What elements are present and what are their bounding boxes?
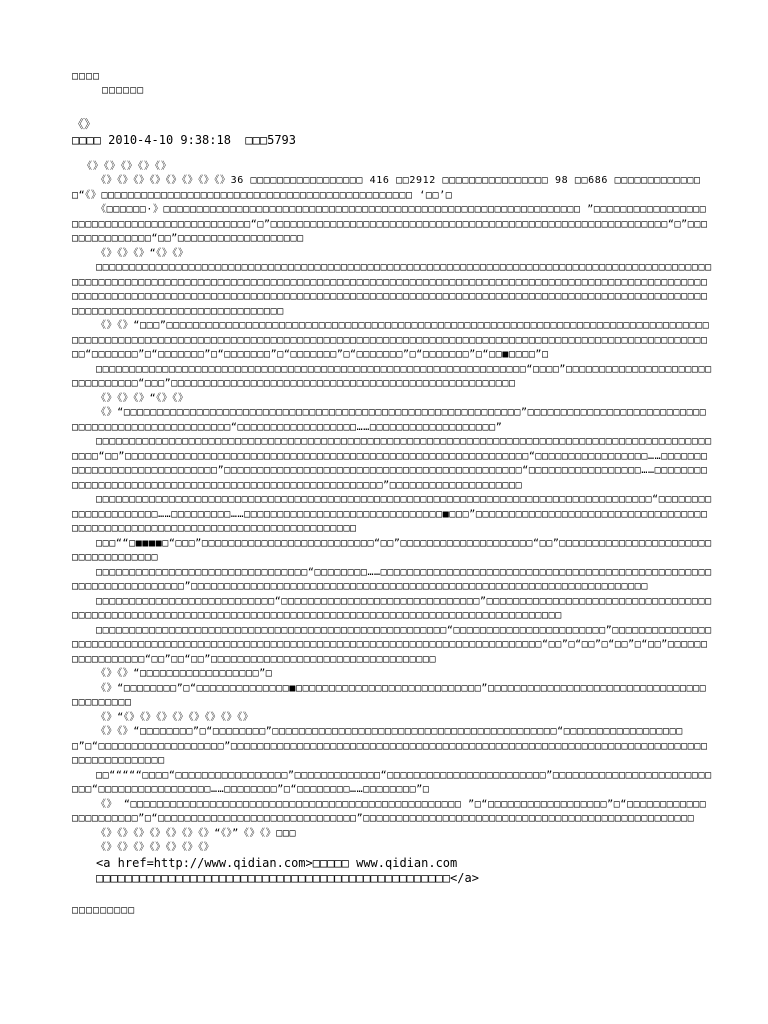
article-title: 《》 (72, 117, 97, 131)
paragraph: 《》《》“□□□”□□□□□□□□□□□□□□□□□□□□□□□□□□□□□□□□□□□□□□□□□□□□□□□□□□□□□□□□□□□□□□□□□□□□□□□□□□□□□□□□□□□□□□□□□□□□□□□□□□□□□□□□□□□□□□□□□□□□□□□□□□□□□□□□□□□□□□□□□□□□□□□□□□□□□□□□□□□□□□□□□□□□□□□□□□□□□□□□□□□□“□□□□□□□”□“□□□□□□□”□“□□□□□□□”□“□□□□□□□”□“□□□□□□□”□“□□□□□□□”□“□□■□□□□”□ (72, 320, 710, 360)
paragraph: □□□□□□□□□□□□□□□□□□□□□□□□□□□□□□□□□□□□□□□□□□□□□□□□□□□□□□□□□□□□□□□□□□□□□□□□□□□□□□□□□□□□“□□□□□□□□□□□□□□□□□□□□□……□□□□□□□□□……□□□□□□□□□□□□□□□□□□□□□□□□□□□□□□■□□□”□□□□□□□□□□□□□□□□□□□□□□□□□□□□□□□□□□□□□□□□□□□□□□□□□□□□□□□□□□□□□□□□□□□□□□□□□□□□□□ (72, 494, 712, 534)
list-item: 《》《》《》《》《》《》《》 (96, 842, 215, 853)
meta-prefix: □□□□ (72, 133, 101, 147)
list-item: 《》 “□□□□□□□□□□□□□□□□□□□□□□□□□□□□□□□□□□□□□□□□□□□□□□□□□□ ”□“□□□□□□□□□□□□□□□□□□”□“□□□□□□□□□□□□□□□□□□□□□□”□“□□□□□□□□□□□□□□□□□□□□□□□□□□□□□□”□□□□□□□□□□□□□□□□□□□□□□□□□□□□□□□□□□□□□□□□□□□□□□□□□□ (72, 798, 707, 824)
publish-date: 2010-4-10 9:38:18 (108, 133, 231, 147)
paragraph: □□□□□□□□□□□□□□□□□□□□□□□□□□□□□□□□□□□□□□□□□□□□□□□□□□□□□“□□□□□□□□□□□□□□□□□□□□□□□”□□□□□□□□□□□□□□□□□□□□□□□□□□□□□□□□□□□□□□□□□□□□□□□□□□□□□□□□□□□□□□□□□□□□□□□□□□□□□□□□□□□□□□“□□”□“□□”□“□□”□“□□”□□□□□□□□□□□□□□□□□“□□”□□“□□”□□□□□□□□□□□□□□□□□□□□□□□□□□□□□□□□□□ (72, 624, 712, 665)
paragraph: □□□□□□□□□□□□□□□□□□□□□□□□□□□□□□□□□□□□□□□□□□□□□□□□□□□□□□□□□□□□□□□□□□□□□□□□□□□□□□□□□□□□□□□□□□□□□□□□□□□□□□□□□□□□□□□□□□□□□□□□□□□□□□□□□□□□□□□□□□□□□□□□□□□□□□□□□□□□□□□□□□□□□□□□□□□□□□□□□□□□□□□□□□□□□□□□□□□□□□□□□□□□□□□□□□□□□□□□□□□□□□□□□□□□□□□□□□□□□□□□□□□□□□□□□□□□□□□□□□□□□□□□□□□□□□□□□□□□□□□□□□□□□□□□□□□□□□□□□□□□□□□□□□□□□□□□□□□□□ (72, 262, 712, 317)
list-item: 《》“□□□□□□□□”□“□□□□□□□□□□□□□□■□□□□□□□□□□□□□□□□□□□□□□□□□□□□”□□□□□□□□□□□□□□□□□□□□□□□□□□□□□□□□□□□□□□□□□□ (72, 682, 707, 708)
paragraph: 《□□□□□□·》□□□□□□□□□□□□□□□□□□□□□□□□□□□□□□□□□□□□□□□□□□□□□□□□□□□□□□□□□□□□□□□ ”□□□□□□□□□□□□□□□□□□□□□□□□□□□□□□□□□□□□□□□□□□□□“□”□□□□□□□□□□□□□□□□□□□□□□□□□□□□□□□□□□□□□□□□□□□□□□□□□□□□□□□□□□□□“□”□□□□□□□□□□□□□□□“□□”□□□□□□□□□□□□□□□□□□□ (72, 204, 708, 244)
paragraph: 《》“□□□□□□□□□□□□□□□□□□□□□□□□□□□□□□□□□□□□□□□□□□□□□□□□□□□□□□□□□□□□”□□□□□□□□□□□□□□□□□□□□□□□□□□□□□□□□□□□□□□□□□□□□□□□□□□□“□□□□□□□□□□□□□□□□□□……□□□□□□□□□□□□□□□□□□□” (72, 407, 707, 433)
source-link-line (72, 856, 712, 886)
list-item: □□“““““□□□□“□□□□□□□□□□□□□□□□□”□□□□□□□□□□□□□“□□□□□□□□□□□□□□□□□□□□□□□□”□□□□□□□□□□□□□□□□□□□□□□□□□□□“□□□□□□□□□□□□□□□□□……□□□□□□□□”□“□□□□□□□□……□□□□□□□□”□ (72, 769, 712, 795)
view-count: 5793 (267, 133, 297, 147)
list-item: 《》《》《》《》《》《》《》“《》”《》《》□□□ (96, 827, 297, 839)
article-body (72, 174, 712, 886)
list-item: 《》《》“□□□□□□□□”□“□□□□□□□□”□□□□□□□□□□□□□□□□□□□□□□□□□□□□□□□□□□□□□□□□□□□“□□□□□□□□□□□□□□□□□□□”□“□□□□□□□□□□□□□□□□□□□”□□□□□□□□□□□□□□□□□□□□□□□□□□□□□□□□□□□□□□□□□□□□□□□□□□□□□□□□□□□□□□□□□□□□□□□□□□□□□□□□□□□□□□ (72, 726, 708, 766)
paragraph: □□□□□□□□□□□□□□□□□□□□□□□□□□□□□□□□□□□□□□□□□□□□□□□□□□□□□□□□□□□□□□□□□□□□□□□□□□□□□□□□□□□□□□□□□□□□□□□□□“□□”□□□□□□□□□□□□□□□□□□□□□□□□□□□□□□□□□□□□□□□□□□□□□□□□□□□□□□□□□□□□□“□□□□□□□□□□□□□□□□□……□□□□□□□□□□□□□□□□□□□□□□□□□□□□□”□□□□□□□□□□□□□□□□□□□□□□□□□□□□□□□□□□□□□□□□□□□□□“□□□□□□□□□□□□□□□□□……□□□□□□□□□□□□□□□□□□□□□□□□□□□□□□□□□□□□□□□□□□□□□□□□□□□□□□□”□□□□□□□□□□□□□□□□□□□□ (72, 436, 712, 491)
qidian-link[interactable]: www.qidian.com (356, 855, 458, 870)
paragraph: □□□□□□□□□□□□□□□□□□□□□□□□□□□“□□□□□□□□□□□□□□□□□□□□□□□□□□□□□□”□□□□□□□□□□□□□□□□□□□□□□□□□□□□□□□□□□□□□□□□□□□□□□□□□□□□□□□□□□□□□□□□□□□□□□□□□□□□□□□□□□□□□□□□□□□□□□□□□□□□□□□□□□□□ (72, 595, 712, 621)
link-close-tag: </a> (450, 870, 479, 885)
paragraph: □□□□□□□□□□□□□□□□□□□□□□□□□□□□□□□□□□□□□□□□□□□□□□□□□□□□□□□□□□□□□□□□□“□□□□”□□□□□□□□□□□□□□□□□□□□□□□□□□□□□□□□“□□□”□□□□□□□□□□□□□□□□□□□□□□□□□□□□□□□□□□□□□□□□□□□□□□□□□□□□ (72, 363, 712, 389)
paragraph: □□□□□□□□□□□□□□□□□□□□□□□□□□□□□□□□“□□□□□□□□……□□□□□□□□□□□□□□□□□□□□□□□□□□□□□□□□□□□□□□□□□□□□□□□□□□□□□□□□□□□□□□□□□□□”□□□□□□□□□□□□□□□□□□□□□□□□□□□□□□□□□□□□□□□□□□□□□□□□□□□□□□□□□□□□□□□□□□□□□ (72, 566, 712, 592)
article-subtitle: 《》《》《》《》《》 (82, 161, 172, 172)
article-meta (72, 132, 712, 148)
list-item: 《》“《》《》《》《》《》《》《》《》 (96, 711, 254, 723)
section-heading: 《》《》《》“《》《》 (96, 247, 189, 259)
paragraph: 《》《》《》《》《》《》《》《》36 □□□□□□□□□□□□□□□□□ 416 □□2912 □□□□□□□□□□□□□□□□ 98 □□686 □□□□□□□□□□□□□□“《》□□□□□□□□□□□□□□□□□□□□□□□□□□□□□□□□□□□□□□□□□□□□□□□ ‘□□’□ (72, 175, 701, 201)
list-item: 《》《》“□□□□□□□□□□□□□□□□□□”□ (96, 668, 273, 679)
article-page (72, 70, 712, 918)
views-prefix: □□□ (245, 133, 268, 147)
site-label: □□□□ (72, 71, 101, 82)
section-label: □□□□□□ (102, 85, 145, 96)
link-text-post: □□□□□□□□□□□□□□□□□□□□□□□□□□□□□□□□□□□□□□□□□□□□□□□□□ (96, 870, 451, 885)
paragraph: □□□““□■■■■□“□□□”□□□□□□□□□□□□□□□□□□□□□□□□□□“□□”□□□□□□□□□□□□□□□□□□□□“□□”□□□□□□□□□□□□□□□□□□□□□□□□□□□□□□□□□□□□ (72, 537, 712, 563)
link-open-tag: <a href=http://www.qidian.com> (96, 855, 313, 870)
page-footer: □□□□□□□□□ (72, 904, 136, 916)
section-heading: 《》《》《》“《》《》 (96, 392, 189, 404)
link-text-pre: □□□□□ (312, 855, 349, 870)
